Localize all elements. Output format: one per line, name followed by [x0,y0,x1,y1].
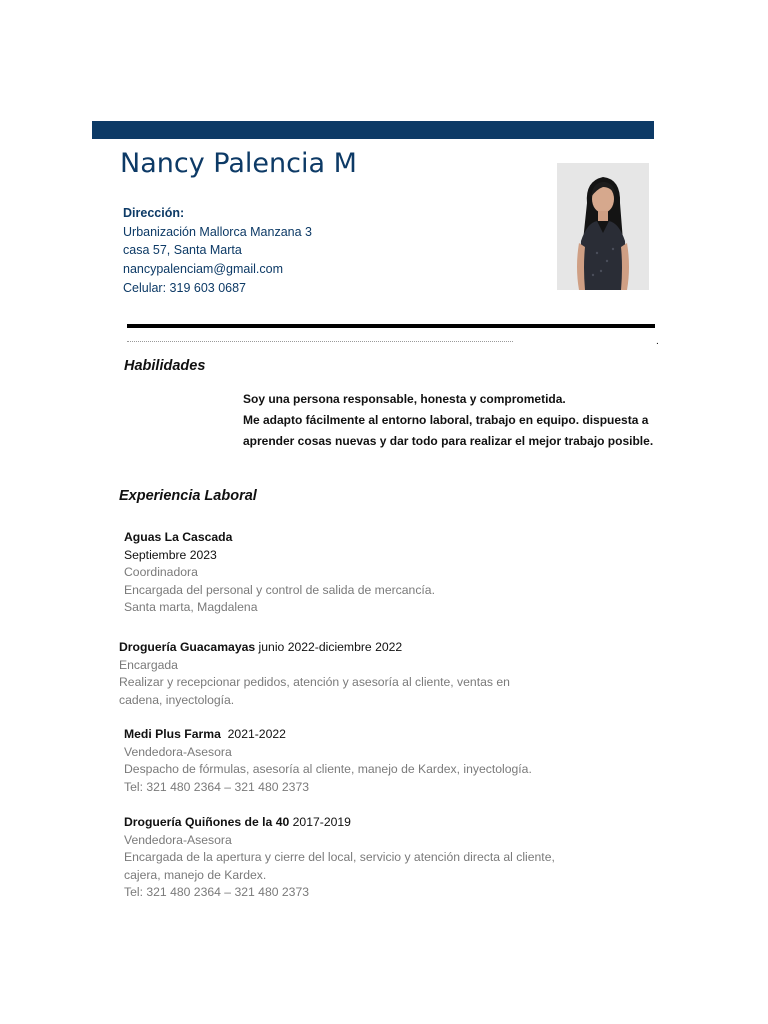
job-role: Encargada [119,657,178,672]
skills-line-2: Me adapto fácilmente al entorno laboral, trabajo en equipo. dispuesta a [243,413,649,427]
job-role: Coordinadora [124,565,198,580]
email-text: nancypalenciam@gmail.com [123,262,283,277]
job-entry [124,529,435,617]
job-description: Despacho de fórmulas, asesoría al cliente, manejo de Kardex, inyectología. [124,762,532,777]
job-dates: Septiembre 2023 [124,547,217,562]
job-phone: Tel: 321 480 2364 – 321 480 2373 [124,779,310,794]
job-description: Encargada de la apertura y cierre del local, servicio y atención directa al cliente, [124,850,555,865]
job-location: Santa marta, Magdalena [124,600,258,615]
header-bar [92,121,654,139]
dotted-divider [127,341,513,342]
person-silhouette-icon [557,163,649,290]
job-company: Medi Plus Farma [124,727,221,741]
job-entry [119,639,510,709]
job-entry [124,726,532,796]
divider-dot: . [656,336,659,347]
job-company: Droguería Quiñones de la 40 [124,815,290,829]
job-role: Vendedora-Asesora [124,744,232,759]
job-role: Vendedora-Asesora [124,832,232,847]
profile-photo [557,163,649,290]
job-dates: 2021-2022 [220,727,286,741]
skills-text [243,389,663,452]
contact-block [123,204,312,298]
address-line-2: casa 57, Santa Marta [123,243,242,258]
job-company: Droguería Guacamayas [119,640,256,654]
job-phone: Tel: 321 480 2364 – 321 480 2373 [124,885,310,900]
job-company: Aguas La Cascada [124,530,233,544]
job-description: Realizar y recepcionar pedidos, atención y asesoría al cliente, ventas en [119,675,510,690]
skills-line-1: Soy una persona responsable, honesta y comprometida. [243,392,566,406]
experience-title: Experiencia Laboral [119,488,257,504]
phone-text: Celular: 319 603 0687 [123,280,247,295]
section-divider [127,324,655,328]
job-description-cont: cajera, manejo de Kardex. [124,867,267,882]
job-dates: 2017-2019 [289,815,351,829]
skills-line-3: aprender cosas nuevas y dar todo para realizar el mejor trabajo posible. [243,434,654,448]
address-label: Dirección: [123,206,185,220]
skills-title: Habilidades [124,358,206,374]
job-entry [124,814,555,902]
candidate-name: Nancy Palencia M [120,148,357,179]
job-dates: junio 2022-diciembre 2022 [255,640,403,654]
job-description-cont: cadena, inyectología. [119,692,235,707]
job-description: Encargada del personal y control de salida de mercancía. [124,582,435,597]
address-line-1: Urbanización Mallorca Manzana 3 [123,224,312,239]
